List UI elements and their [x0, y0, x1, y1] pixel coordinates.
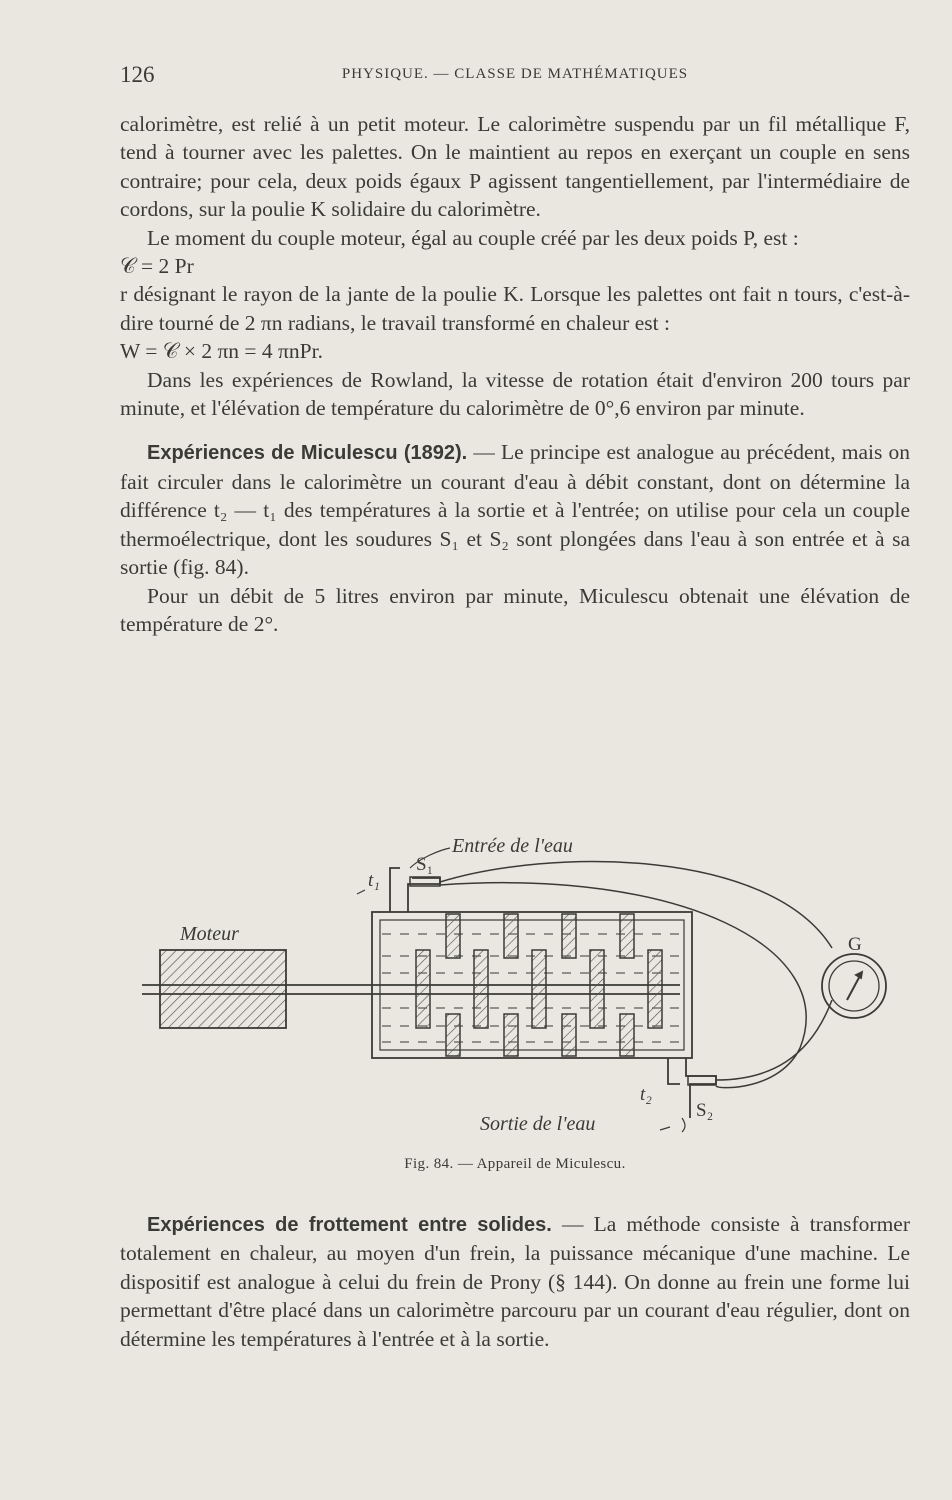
formula-work: W = 𝒞 × 2 πn = 4 πnPr. — [120, 339, 323, 364]
thermocouple-wire-2 — [716, 1000, 832, 1080]
figure-caption: Fig. 84. — Appareil de Miculescu. — [404, 1156, 626, 1172]
apparatus-diagram — [120, 828, 910, 1158]
section-title-friction: Expériences de frottement entre solides. — [147, 1214, 552, 1236]
label-g: G — [848, 934, 862, 955]
page-number: 126 — [120, 62, 155, 87]
page-header — [120, 62, 910, 90]
motor-box — [160, 950, 286, 1028]
paragraph-5-text: — Le principe est analogue au précédent, mais on fait circuler dans le calorimètre un courant d'eau à débit constant, dont on détermine la différence t₂ — t₁ des températures à la sortie et à l'entrée; on utilise pour cela un couple thermoélectrique, dont les soudures S₁ et S₂ sont plongées dans l'eau à son entrée et à sa sortie (fig. 84). — [120, 440, 910, 580]
label-s2: S₂ — [696, 1100, 714, 1121]
paragraph-3: r désignant le rayon de la jante de la poulie K. Lorsque les palettes ont fait n tours, c'est-à-dire tourné de 2 πn radians, le travail transformé en chaleur est : — [120, 282, 910, 335]
paragraph-4: Dans les expériences de Rowland, la vitesse de rotation était d'environ 200 tours par minute, et l'élévation de température du calorimètre de 0°,6 environ par minute. — [120, 367, 910, 421]
label-inlet: Entrée de l'eau — [452, 835, 573, 857]
paragraph-friction — [120, 1210, 910, 1353]
paragraph-7-text: — La méthode consiste à transformer totalement en chaleur, au moyen d'un frein, la puissance mécanique d'une machine. Le dispositif est analogue à celui du frein de Prony (§ 144). On donne au frein une forme lui permettant d'être placé dans un calorimètre parcouru par un courant d'eau régulier, dont on détermine les températures à l'entrée et à la sortie. — [120, 1212, 911, 1351]
label-motor: Moteur — [180, 923, 239, 945]
label-s1: S₁ — [416, 854, 434, 875]
main-text-continued — [120, 1210, 910, 1353]
label-outlet: Sortie de l'eau — [480, 1113, 596, 1135]
paragraph-1: calorimètre, est relié à un petit moteur. Le calorimètre suspendu par un fil métallique F, tend à tourner avec les palettes. On le maintient au repos en exerçant un couple en sens contraire; pour cela, deux poids égaux P agissent tangentiellement, par l'intermédiaire de cordons, sur la poulie K solidaire du calorimètre. — [120, 112, 910, 222]
running-title: PHYSIQUE. — CLASSE DE MATHÉMATIQUES — [341, 66, 689, 82]
section-title-miculescu: Expériences de Miculescu (1892). — [147, 442, 468, 465]
figure-84 — [120, 828, 910, 1172]
paragraph-miculescu — [120, 438, 910, 581]
thermocouple-wire-1 — [440, 862, 832, 948]
main-text — [120, 110, 910, 638]
label-t1: t₁ — [368, 870, 380, 891]
section-gap — [120, 422, 910, 438]
paragraph-6: Pour un débit de 5 litres environ par minute, Miculescu obtenait une élévation de température de 2°. — [120, 583, 910, 636]
formula-couple: 𝒞 = 2 Pr — [120, 254, 194, 279]
label-t2: t₂ — [640, 1084, 652, 1105]
paragraph-2: Le moment du couple moteur, égal au couple créé par les deux poids P, est : — [147, 225, 799, 250]
